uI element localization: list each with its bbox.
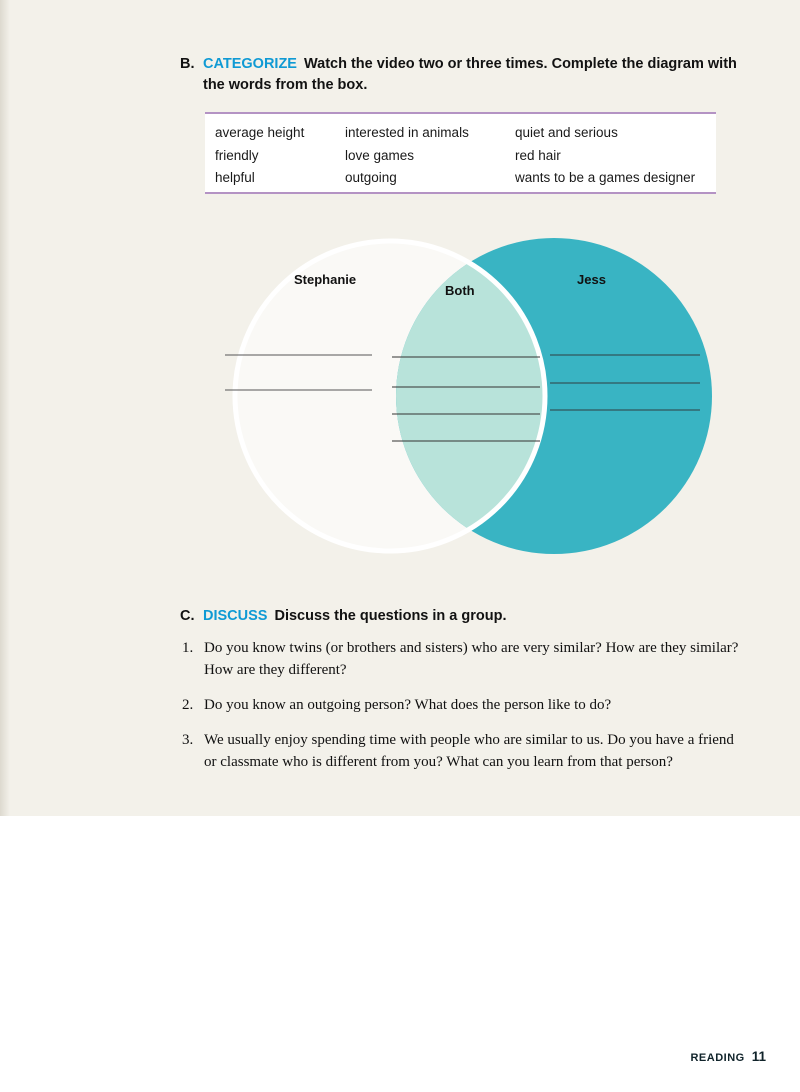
exercise-c-letter: C. — [180, 608, 195, 624]
word-box-column-1 — [215, 122, 345, 192]
word-item: outgoing — [345, 170, 397, 185]
exercise-b-keyword: CATEGORIZE — [203, 56, 297, 72]
word-item: love games — [345, 147, 415, 163]
question-2-text: Do you know an outgoing person? What does the person like to do? — [204, 697, 612, 713]
word-item: red hair — [515, 147, 561, 163]
question-2 — [180, 694, 742, 716]
venn-label-jess: Jess — [577, 272, 606, 287]
exercise-c-heading — [180, 606, 740, 627]
exercise-b-heading — [180, 54, 740, 96]
venn-label-both: Both — [445, 283, 475, 298]
footer-page-number: 11 — [751, 1049, 766, 1064]
question-3 — [180, 729, 742, 773]
word-box — [205, 112, 716, 194]
exercise-b-instructions: Watch the video two or three times. Complete the diagram with the words from the box. — [203, 56, 737, 93]
question-1-text: Do you know twins (or brothers and sisters) who are very similar? How are they similar? How are they different? — [204, 640, 739, 678]
word-item: interested in animals — [345, 125, 469, 140]
footer-section-label: READING — [690, 1052, 745, 1064]
question-1-number: 1. — [182, 640, 194, 656]
word-box-column-2 — [345, 122, 515, 192]
question-3-text: We usually enjoy spending time with people who are similar to us. Do you have a friend or classmate who is different from you? What can you learn from that person? — [204, 732, 734, 770]
venn-diagram — [200, 225, 720, 580]
question-3-number: 3. — [182, 732, 194, 748]
word-item: quiet and serious — [515, 125, 618, 140]
word-item: wants to be a games designer — [515, 170, 696, 185]
word-item: helpful — [215, 170, 255, 185]
question-1 — [180, 637, 742, 681]
exercise-b-letter: B. — [180, 56, 195, 72]
word-item: average height — [215, 125, 305, 140]
page-footer — [690, 1048, 766, 1066]
word-box-column-3 — [515, 122, 715, 192]
discussion-questions — [180, 637, 742, 786]
word-item: friendly — [215, 147, 259, 163]
exercise-c-instructions: Discuss the questions in a group. — [274, 608, 507, 624]
page-edge-shadow — [0, 0, 10, 816]
venn-label-stephanie: Stephanie — [294, 272, 357, 287]
exercise-c-keyword: DISCUSS — [203, 608, 268, 624]
question-2-number: 2. — [182, 697, 194, 713]
